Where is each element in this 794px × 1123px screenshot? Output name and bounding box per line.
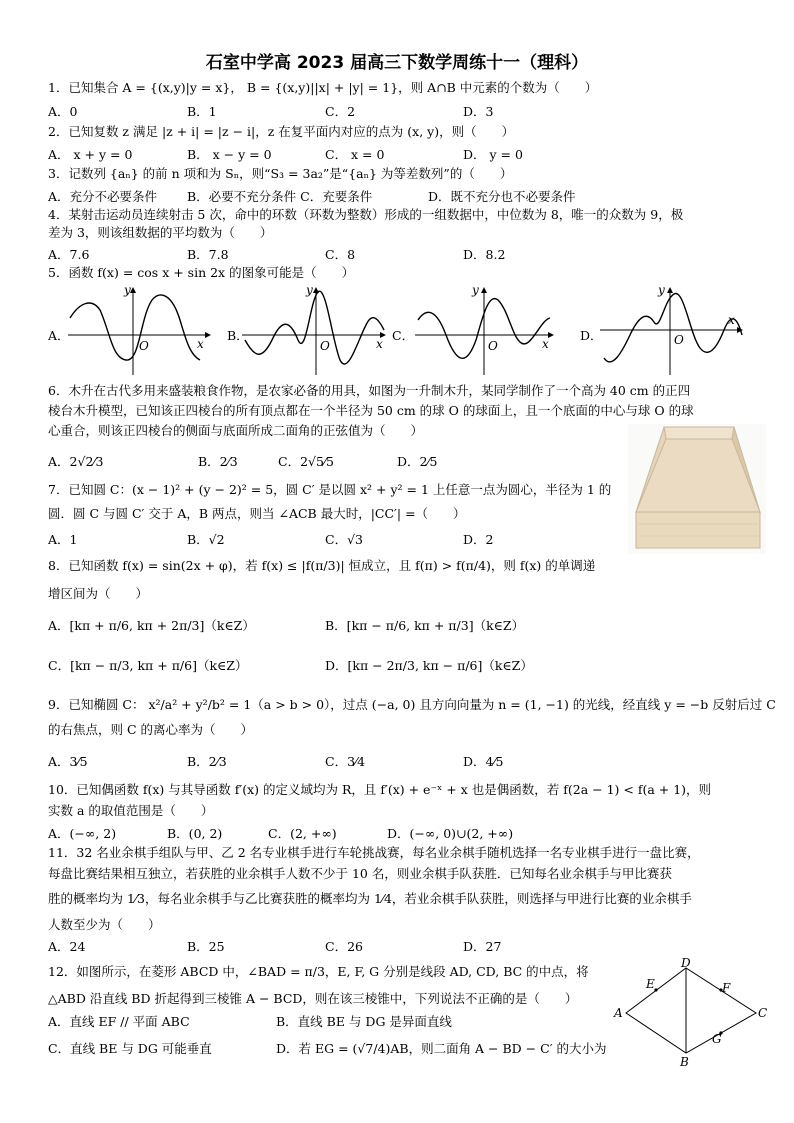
q4-option-b: B．7.8 bbox=[187, 247, 229, 262]
q5-graph-b bbox=[242, 283, 385, 375]
q7-option-a: A．1 bbox=[48, 532, 78, 547]
q7-option-b: B．√2 bbox=[187, 532, 225, 547]
q9-stem-line1: 9．已知椭圆 C： x²/a² + y²/b² = 1（a > b > 0），过点 (−a, 0) 且方向向量为 n = (1, −1) 的光线，经直线 y = −b 反射后过 C bbox=[48, 697, 776, 712]
q6-option-a: A．2√2⁄3 bbox=[48, 454, 104, 469]
q5-label-b: B． bbox=[227, 328, 249, 343]
q5-graph-set bbox=[0, 280, 794, 380]
q6-stem-line1: 6．木升在古代多用来盛装粮食作物，是农家必备的用具，如图为一升制木升，某同学制作了一个高为 40 cm 的正四 bbox=[48, 383, 691, 398]
q5-c-axis-y: y bbox=[472, 283, 479, 297]
q5-stem: 5．函数 f(x) = cos x + sin 2x 的图象可能是（ ） bbox=[48, 265, 355, 280]
q10-option-c: C．(2, +∞) bbox=[268, 826, 337, 841]
q1-option-b: B．1 bbox=[187, 104, 217, 119]
q11-stem-line2: 每盘比赛结果相互独立，若获胜的业余棋手人数不少于 10 名，则业余棋手队获胜．已知每名业余棋手与甲比赛获 bbox=[48, 866, 672, 881]
q11-stem-line4: 人数至少为（ ） bbox=[48, 917, 161, 932]
q7-option-c: C．√3 bbox=[325, 532, 363, 547]
page-title: 石室中学高 2023 届高三下数学周练十一（理科） bbox=[205, 53, 589, 73]
q6-option-c: C．2√5⁄5 bbox=[278, 454, 334, 469]
q5-d-axis-x: x bbox=[728, 313, 735, 327]
q6-option-b: B．2⁄3 bbox=[198, 454, 238, 469]
q1-option-a: A．0 bbox=[48, 104, 78, 119]
q8-option-a: A．[kπ + π/6, kπ + 2π/3]（k∈Z） bbox=[48, 618, 255, 633]
q4-option-c: C．8 bbox=[325, 247, 356, 262]
q12-option-b: B．直线 BE 与 DG 是异面直线 bbox=[276, 1014, 452, 1029]
q4-option-d: D．8.2 bbox=[463, 247, 506, 262]
q6-stem-line2: 棱台木升模型，已知该正四棱台的所有顶点都在一个半径为 50 cm 的球 O 的球面上，且一个底面的中心与球 O 的球 bbox=[48, 403, 694, 418]
point-e-label: E bbox=[646, 977, 655, 991]
q4-stem-line1: 4．某射击运动员连续射击 5 次，命中的环数（环数为整数）形成的一组数据中，中位数为 8，唯一的众数为 9，极 bbox=[48, 207, 684, 222]
q6-stem-line3: 心重合，则该正四棱台的侧面与底面所成二面角的正弦值为（ ） bbox=[48, 423, 424, 438]
q4-stem-line2: 差为 3，则该组数据的平均数为（ ） bbox=[48, 225, 273, 240]
q12-stem-line2: △ABD 沿直线 BD 折起得到三棱锥 A − BCD，则在该三棱锥中，下列说法不正确的是（ ） bbox=[48, 991, 578, 1006]
point-f-label: F bbox=[722, 981, 731, 995]
point-g-label: G bbox=[712, 1032, 722, 1046]
q10-option-d: D．(−∞, 0)∪(2, +∞) bbox=[387, 826, 514, 841]
q1-option-c: C．2 bbox=[325, 104, 356, 119]
q3-option-b: B．必要不充分条件 C．充要条件 bbox=[187, 189, 373, 204]
q2-option-a: A． x + y = 0 bbox=[48, 147, 133, 162]
q3-option-d: D．既不充分也不必要条件 bbox=[428, 189, 576, 204]
q5-label-a: A． bbox=[48, 328, 70, 343]
q12-option-c: C．直线 BE 与 DG 可能垂直 bbox=[48, 1041, 212, 1056]
q5-label-c: C． bbox=[392, 328, 415, 343]
q4-option-a: A．7.6 bbox=[48, 247, 90, 262]
q5-graph-c bbox=[415, 283, 553, 375]
q8-stem-line2: 增区间为（ ） bbox=[48, 586, 149, 601]
q5-a-axis-y: y bbox=[124, 283, 131, 297]
q3-stem: 3．记数列 {aₙ} 的前 n 项和为 Sₙ，则“S₃ = 3a₂”是“{aₙ} 为等差数列”的（ ） bbox=[48, 166, 513, 181]
q11-option-d: D．27 bbox=[463, 939, 502, 954]
q5-a-origin: O bbox=[139, 339, 149, 353]
q2-option-c: C． x = 0 bbox=[325, 147, 385, 162]
q11-stem-line3: 胜的概率均为 1⁄3，每名业余棋手与乙比赛获胜的概率均为 1⁄4，若业余棋手队获胜，则选择与甲进行比赛的业余棋手 bbox=[48, 891, 692, 906]
q5-d-axis-y: y bbox=[658, 283, 665, 297]
q9-option-a: A．3⁄5 bbox=[48, 754, 88, 769]
q2-option-d: D． y = 0 bbox=[463, 147, 523, 162]
q5-d-origin: O bbox=[674, 333, 684, 347]
q12-stem-line1: 12．如图所示，在菱形 ABCD 中，∠BAD = π/3，E, F, G 分别是线段 AD, CD, BC 的中点，将 bbox=[48, 964, 589, 979]
q8-stem-line1: 8．已知函数 f(x) = sin(2x + φ)，若 f(x) ≤ |f(π/3)| 恒成立，且 f(π) > f(π/4)，则 f(x) 的单调递 bbox=[48, 558, 596, 573]
point-c-label: C bbox=[758, 1006, 768, 1020]
q3-option-a: A．充分不必要条件 bbox=[48, 189, 158, 204]
q5-b-axis-x: x bbox=[376, 337, 383, 351]
wooden-box-image bbox=[628, 424, 766, 554]
q11-option-c: C．26 bbox=[325, 939, 363, 954]
q8-option-d: D．[kπ − 2π/3, kπ − π/6]（k∈Z） bbox=[325, 658, 533, 673]
q5-label-d: D． bbox=[580, 328, 603, 343]
q7-option-d: D．2 bbox=[463, 532, 494, 547]
point-a-label: A bbox=[614, 1006, 623, 1020]
q9-option-d: D．4⁄5 bbox=[463, 754, 504, 769]
q2-stem: 2．已知复数 z 满足 |z + i| = |z − i|，z 在复平面内对应的点为 (x, y)，则（ ） bbox=[48, 124, 515, 139]
q5-c-origin: O bbox=[488, 339, 498, 353]
q1-option-d: D．3 bbox=[463, 104, 494, 119]
q9-option-c: C．3⁄4 bbox=[325, 754, 366, 769]
q12-option-d: D．若 EG = (√7/4)AB，则二面角 A − BD − C′ 的大小为 bbox=[276, 1041, 607, 1056]
point-b-label: B bbox=[680, 1055, 689, 1068]
q10-stem-line2: 实数 a 的取值范围是（ ） bbox=[48, 803, 214, 818]
q11-option-a: A．24 bbox=[48, 939, 86, 954]
q8-option-c: C．[kπ − π/3, kπ + π/6]（k∈Z） bbox=[48, 658, 248, 673]
q5-b-axis-y: y bbox=[306, 283, 313, 297]
q5-graph-a bbox=[68, 283, 210, 375]
point-d-label: D bbox=[681, 958, 691, 970]
q2-option-b: B． x − y = 0 bbox=[187, 147, 272, 162]
q8-option-b: B．[kπ − π/6, kπ + π/3]（k∈Z） bbox=[325, 618, 525, 633]
q10-stem-line1: 10．已知偶函数 f(x) 与其导函数 f′(x) 的定义域均为 R，且 f′(x) + e⁻ˣ + x 也是偶函数，若 f(2a − 1) < f(a + 1)，则 bbox=[48, 782, 712, 797]
q5-graph-d bbox=[600, 283, 742, 375]
q9-option-b: B．2⁄3 bbox=[187, 754, 227, 769]
q10-option-a: A．(−∞, 2) bbox=[48, 826, 117, 841]
q11-option-b: B．25 bbox=[187, 939, 225, 954]
q9-stem-line2: 的右焦点，则 C 的离心率为（ ） bbox=[48, 722, 254, 737]
q5-c-axis-x: x bbox=[542, 337, 549, 351]
q12-option-a: A．直线 EF // 平面 ABC bbox=[48, 1014, 190, 1029]
q10-option-b: B．(0, 2) bbox=[167, 826, 223, 841]
q7-stem-line2: 圆．圆 C 与圆 C′ 交于 A，B 两点，则当 ∠ACB 最大时，|CC′| =（ ） bbox=[48, 506, 466, 521]
q5-b-origin: O bbox=[320, 339, 330, 353]
q11-stem-line1: 11．32 名业余棋手组队与甲、乙 2 名专业棋手进行车轮挑战赛，每名业余棋手随机选择一名专业棋手进行一盘比赛， bbox=[48, 845, 700, 860]
q7-stem-line1: 7．已知圆 C：(x − 1)² + (y − 2)² = 5，圆 C′ 是以圆 x² + y² = 1 上任意一点为圆心，半径为 1 的 bbox=[48, 482, 612, 497]
q1-stem: 1．已知集合 A = {(x,y)|y = x}， B = {(x,y)||x| + |y| = 1}，则 A∩B 中元素的个数为（ ） bbox=[48, 80, 598, 95]
rhombus-diagram bbox=[608, 958, 768, 1068]
q5-a-axis-x: x bbox=[197, 337, 204, 351]
q6-option-d: D．2⁄5 bbox=[397, 454, 438, 469]
